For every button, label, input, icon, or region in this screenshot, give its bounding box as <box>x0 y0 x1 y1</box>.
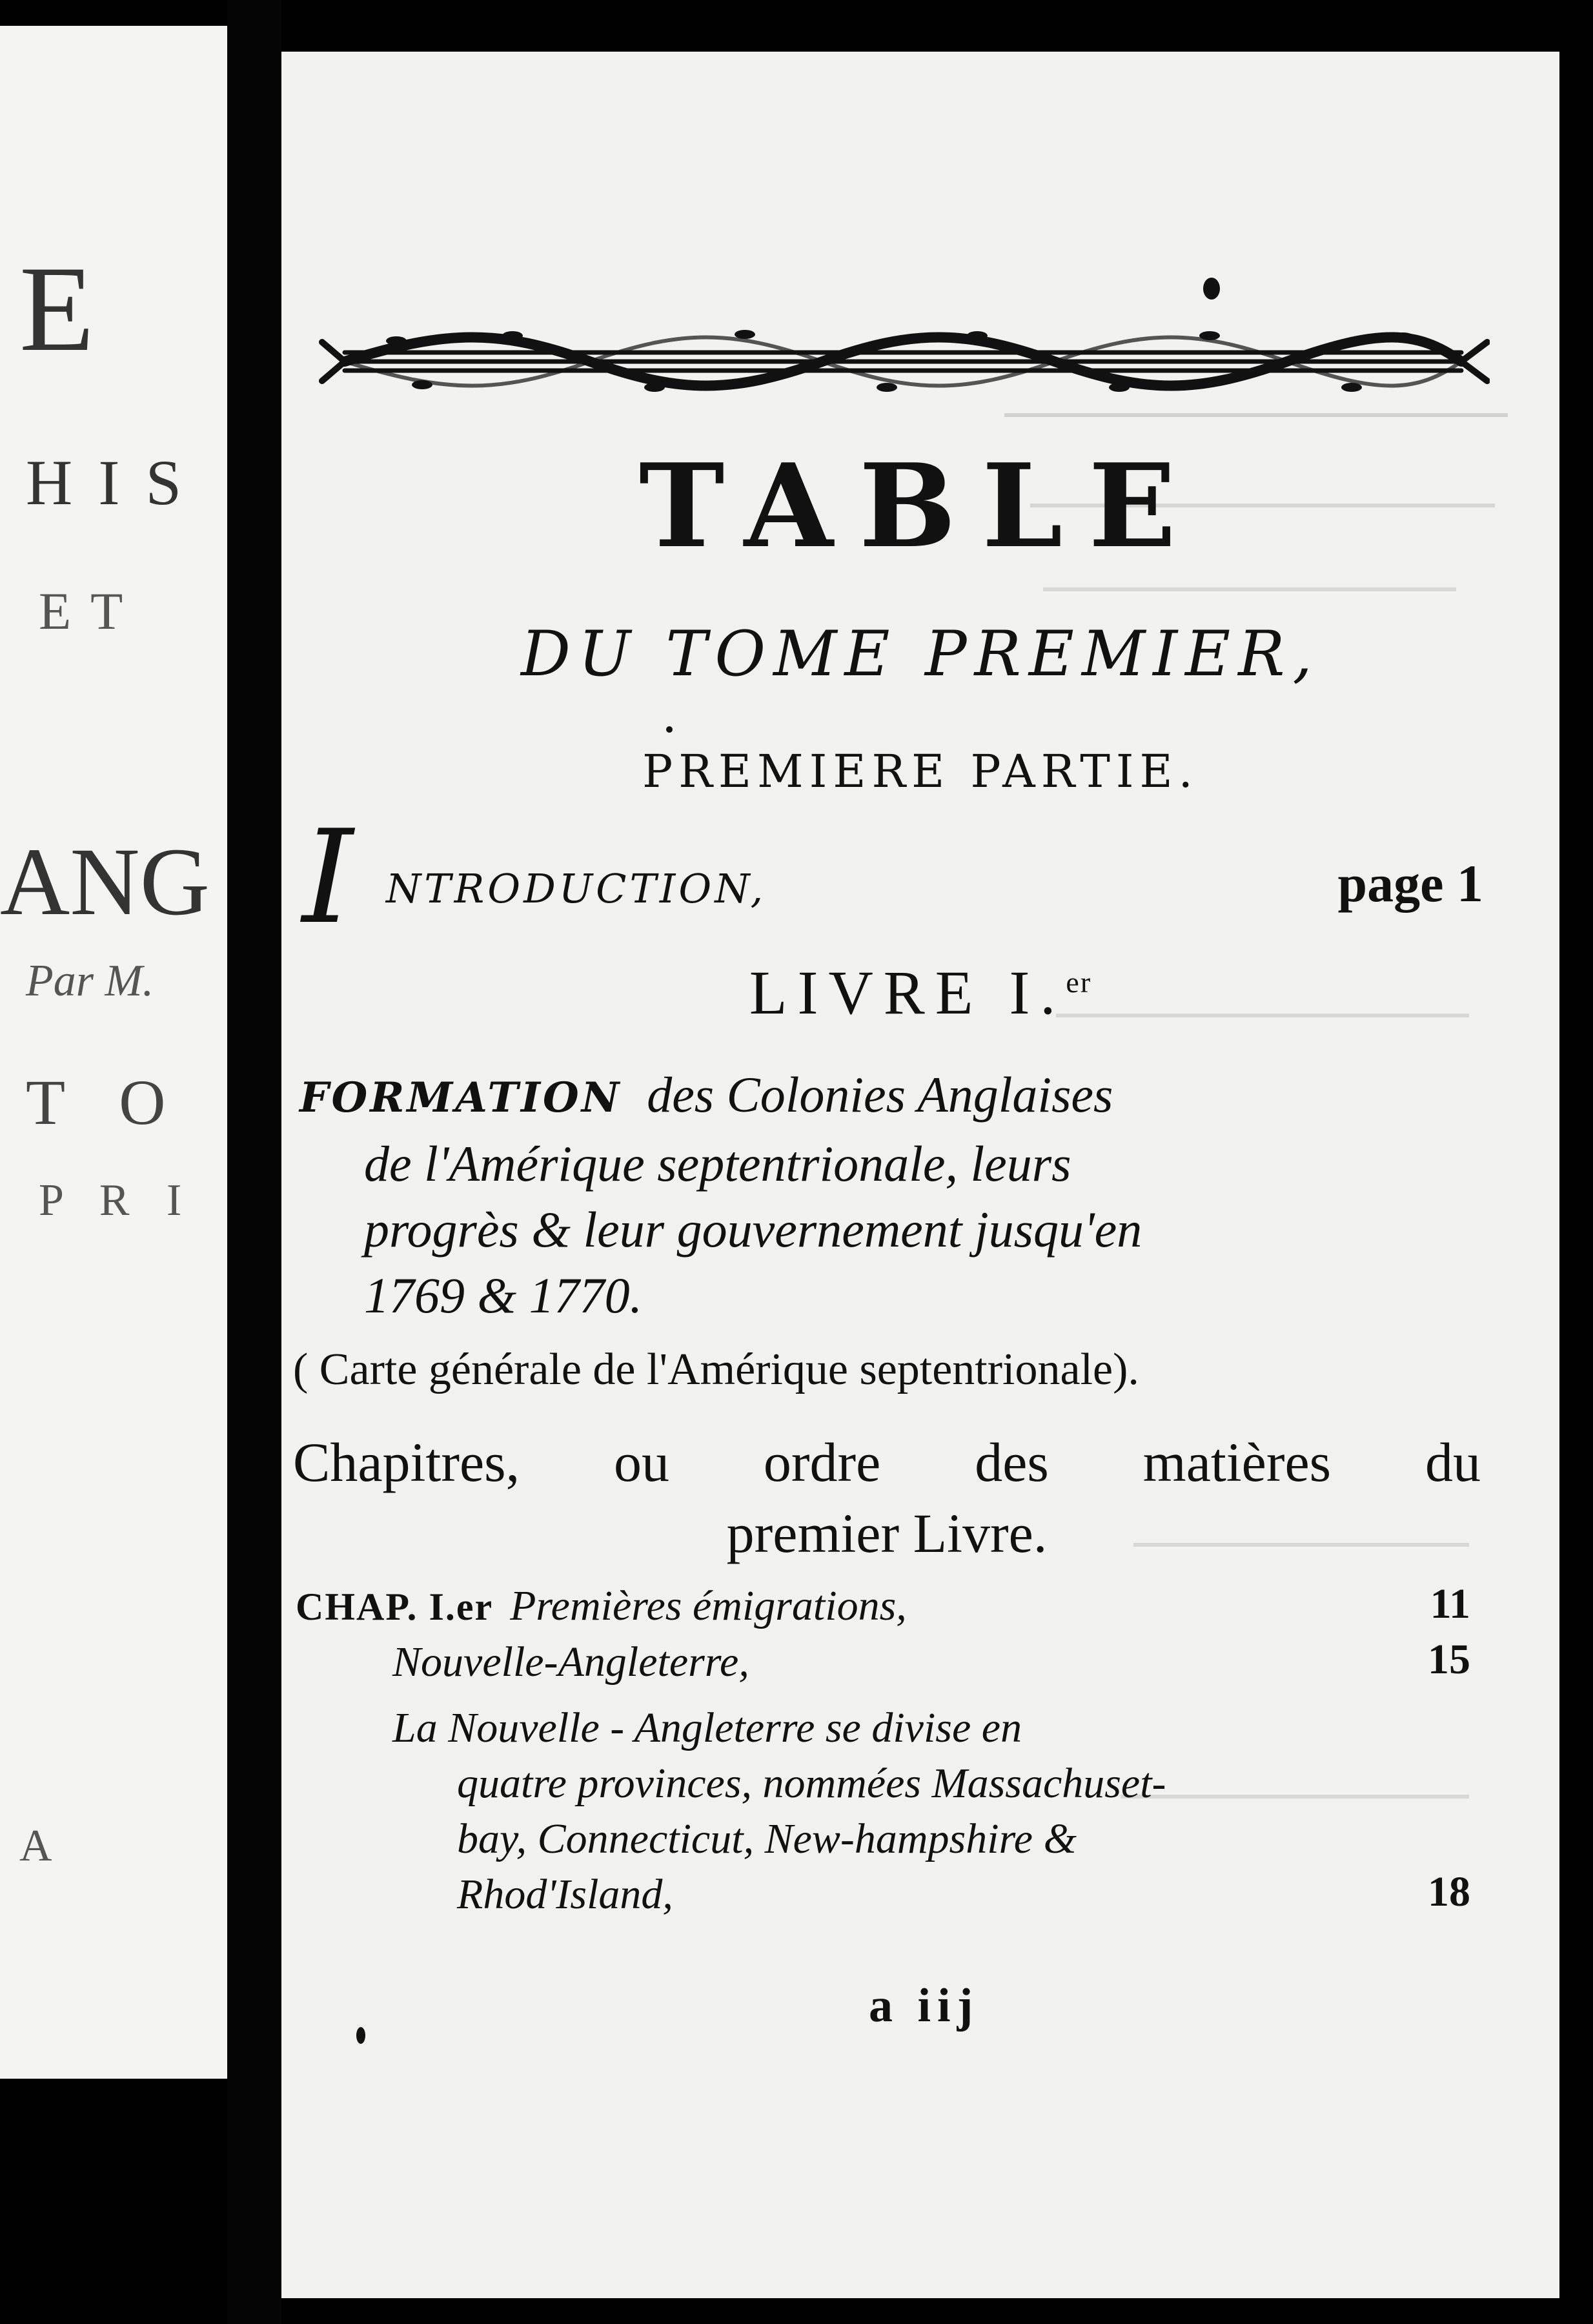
book-gutter <box>227 0 281 2324</box>
introduction-entry <box>302 802 1483 953</box>
introduction-title: NTRODUCTION, <box>386 865 767 912</box>
chapters-heading-line: premier Livre. <box>726 1502 1048 1564</box>
chapter-label: CHAP. I.er <box>296 1585 494 1628</box>
book-summary-line: des Colonies Anglaises <box>647 1066 1113 1123</box>
bleed-through <box>1043 587 1456 591</box>
chapter-title-continuation: bay, Connecticut, New-hampshire & <box>457 1815 1077 1862</box>
volume-subtitle: DU TOME PREMIER, <box>520 618 1321 690</box>
dropcap-letter: I <box>302 802 354 953</box>
chapter-entry <box>296 1578 1470 1635</box>
left-page-fragment: T O <box>26 1066 185 1138</box>
chapters-heading-line: Chapitres, ou ordre des matières du <box>293 1431 1481 1493</box>
ink-speck <box>666 726 673 733</box>
ink-speck <box>1203 278 1220 300</box>
left-facing-page <box>0 26 227 2079</box>
chapter-list <box>296 1578 1470 1922</box>
left-page-fragment: Par M. <box>26 956 154 1006</box>
chapter-entry <box>296 1635 1470 1690</box>
left-page-fragment: ANG <box>0 828 210 935</box>
table-of-contents-page <box>281 52 1559 2298</box>
book-summary-lead: FORMATION <box>299 1074 622 1122</box>
left-page-fragment: E <box>19 241 95 377</box>
book-summary-line: de l'Amérique septentrionale, leurs <box>364 1136 1071 1192</box>
book-heading-label: LIVRE I. <box>749 958 1066 1027</box>
chapter-page-number: 15 <box>1428 1636 1470 1683</box>
left-page-fragment: ET <box>39 582 143 640</box>
chapter-title-continuation: Rhod'Island, <box>457 1871 673 1918</box>
chapter-title: Premières émigrations, <box>510 1582 907 1629</box>
book-summary-line: progrès & leur gouvernement jusqu'en <box>364 1201 1142 1258</box>
chapter-title-continuation: quatre provinces, nommées Massachuset- <box>457 1760 1166 1807</box>
part-heading: PREMIERE PARTIE. <box>642 745 1199 798</box>
chapter-entry <box>296 1700 1470 1922</box>
chapter-title: La Nouvelle - Angleterre se divise en <box>392 1704 1022 1751</box>
bleed-through <box>1004 413 1508 417</box>
introduction-page-number: page 1 <box>1337 854 1483 913</box>
left-page-fragment: P R I <box>39 1176 195 1225</box>
decorative-ornament-band <box>319 323 1490 400</box>
chapter-title: Nouvelle-Angleterre, <box>392 1638 749 1686</box>
ink-speck <box>356 2027 365 2044</box>
book-heading-suffix: er <box>1066 966 1092 999</box>
page-title: TABLE <box>638 438 1202 573</box>
chapter-page-number: 18 <box>1428 1868 1470 1915</box>
book-summary-line: 1769 & 1770. <box>364 1267 643 1323</box>
book-heading <box>281 958 1559 1027</box>
chapters-heading <box>293 1427 1481 1569</box>
chapter-page-number: 11 <box>1430 1580 1470 1627</box>
signature-mark: a iij <box>869 1979 980 2032</box>
left-page-fragment: HIS <box>26 447 208 518</box>
left-page-fragment: A <box>19 1821 52 1871</box>
book-summary <box>299 1062 1481 1329</box>
map-note: ( Carte générale de l'Amérique septentrionale). <box>293 1345 1139 1394</box>
